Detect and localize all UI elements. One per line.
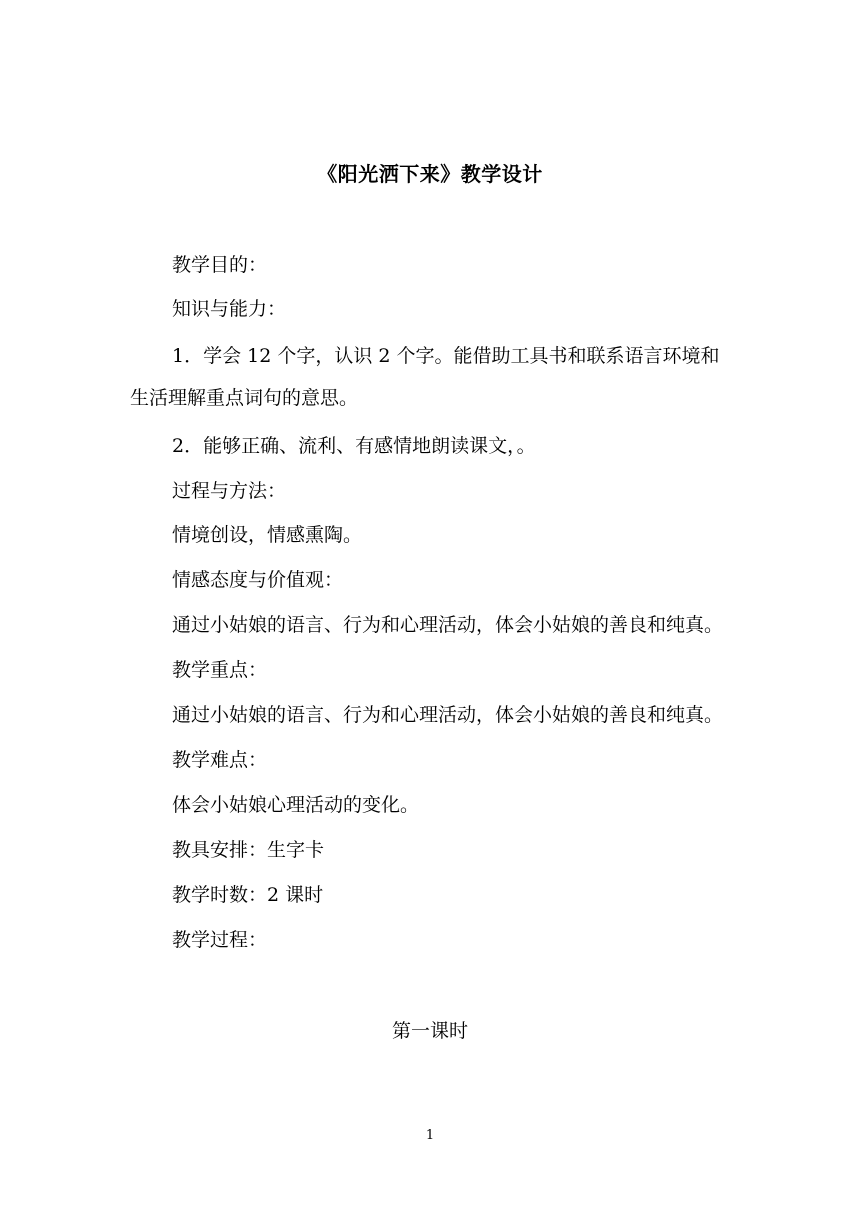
paragraph-teaching-process: 教学过程： (172, 929, 268, 951)
page-number: 1 (425, 1128, 435, 1143)
paragraph-key-point-heading: 教学重点： (172, 659, 268, 681)
paragraph-item-1-line-1: 1．学会 12 个字，认识 2 个字。能借助工具书和联系语言环境和 (172, 345, 720, 367)
paragraph-process-method: 过程与方法： (172, 480, 287, 502)
paragraph-difficulty-heading: 教学难点： (172, 749, 268, 771)
paragraph-class-hours: 教学时数：2 课时 (172, 884, 324, 906)
paragraph-emotion-values: 情感态度与价值观： (172, 569, 344, 591)
paragraph-emotion-detail: 通过小姑娘的语言、行为和心理活动，体会小姑娘的善良和纯真。 (172, 614, 724, 636)
paragraph-knowledge-ability: 知识与能力： (172, 298, 287, 320)
paragraph-item-1-line-2: 生活理解重点词句的意思。 (130, 387, 359, 409)
paragraph-key-point: 通过小姑娘的语言、行为和心理活动，体会小姑娘的善良和纯真。 (172, 704, 724, 726)
document-title: 《阳光洒下来》教学设计 (317, 162, 543, 186)
paragraph-teaching-aids: 教具安排：生字卡 (172, 839, 325, 861)
section-heading: 第一课时 (391, 1020, 468, 1042)
paragraph-difficulty: 体会小姑娘心理活动的变化。 (172, 794, 420, 816)
paragraph-item-2: 2．能够正确、流利、有感情地朗读课文，。 (172, 435, 536, 457)
paragraph-situation: 情境创设，情感熏陶。 (172, 524, 363, 546)
paragraph-teaching-objectives: 教学目的： (172, 254, 268, 276)
